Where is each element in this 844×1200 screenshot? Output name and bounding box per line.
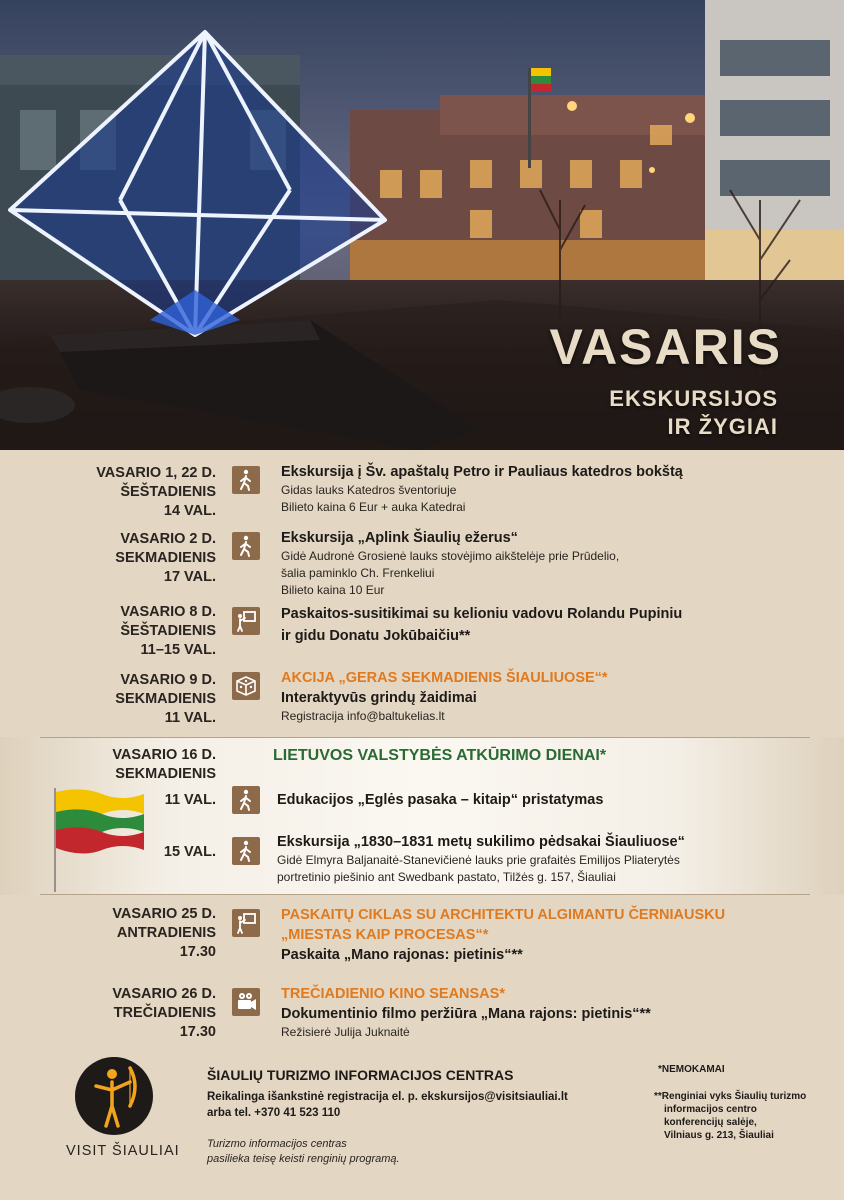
event-detail: šalia paminklo Ch. Frenkeliui	[281, 566, 435, 580]
walking-person-icon	[232, 532, 260, 560]
event-highlight: TREČIADIENIO KINO SEANSAS*	[281, 986, 505, 1002]
event-detail: Gidė Audronė Grosienė lauks stovėjimo aikštelėje prie Prūdelio,	[281, 549, 620, 563]
event-detail: Režisierė Julija Juknaitė	[281, 1025, 410, 1039]
event-title: Interaktyvūs grindų žaidimai	[281, 690, 477, 706]
hero-photo	[0, 0, 844, 450]
hero-subtitle-line2: IR ŽYGIAI	[667, 414, 778, 439]
presenter-icon	[232, 607, 260, 635]
event-date: VASARIO 2 D. SEKMADIENIS 17 VAL.	[115, 531, 216, 585]
event-title: Dokumentinio filmo peržiūra „Mana rajons: pietinis“**	[281, 1006, 651, 1022]
event-date: VASARIO 1, 22 D. ŠEŠTADIENIS 14 VAL.	[96, 465, 216, 519]
event-body	[281, 984, 821, 1041]
special-item-body	[277, 832, 817, 886]
special-item-title: Ekskursija „1830–1831 metų sukilimo pėdsakai Šiauliuose“	[277, 834, 685, 850]
event-highlight-line1: PASKAITŲ CIKLAS SU ARCHITEKTU ALGIMANTU ČERNIAUSKU	[281, 907, 726, 923]
film-camera-icon	[232, 988, 260, 1016]
walking-person-icon	[232, 786, 260, 814]
event-detail: Bilieto kaina 10 Eur	[281, 583, 385, 597]
event-highlight: AKCIJA „GERAS SEKMADIENIS ŠIAULIUOSE“*	[281, 670, 608, 686]
hero-subtitle-line1: EKSKURSIJOS	[609, 386, 778, 411]
event-body	[281, 668, 821, 725]
event-detail: Registracija info@baltukelias.lt	[281, 709, 445, 723]
special-heading: LIETUVOS VALSTYBĖS ATKŪRIMO DIENAI*	[273, 747, 607, 764]
special-item-time: 15 VAL.	[163, 844, 216, 860]
event-detail: Bilieto kaina 6 Eur + auka Katedrai	[281, 500, 466, 514]
event-title: Paskaita „Mano rajonas: pietinis“**	[281, 947, 523, 963]
event-body	[281, 603, 821, 647]
footer-venue-note: **Renginiai vyks Šiaulių turizmo informacijos centro konferencijų salėje, Vilniaus g. 213, Šiauliai	[654, 1091, 807, 1141]
visit-siauliai-logo	[74, 1056, 154, 1141]
special-item-detail: portretinio piešinio ant Swedbank pastato, Tilžės g. 157, Šiauliai	[277, 870, 616, 884]
event-body	[281, 905, 821, 965]
event-highlight-line2: „MIESTAS KAIP PROCESAS“*	[281, 927, 489, 943]
special-item-time: 11 VAL.	[164, 792, 216, 808]
divider	[40, 737, 810, 738]
logo-text: VISIT ŠIAULIAI	[66, 1143, 180, 1159]
event-date: VASARIO 25 D. ANTRADIENIS 17.30	[112, 906, 216, 960]
event-date: VASARIO 26 D. TREČIADIENIS 17.30	[112, 986, 216, 1040]
event-date: VASARIO 8 D. ŠEŠTADIENIS 11–15 VAL.	[120, 604, 216, 658]
hero-title: VASARIS	[549, 319, 782, 375]
special-date: VASARIO 16 D. SEKMADIENIS	[112, 747, 216, 782]
event-body	[281, 462, 821, 516]
event-title-line2: ir gidu Donatu Jokūbaičiu**	[281, 628, 471, 644]
divider	[40, 894, 810, 895]
footer-note: Turizmo informacijos centras	[207, 1138, 347, 1150]
presenter-icon	[232, 909, 260, 937]
event-title: Ekskursija į Šv. apaštalų Petro ir Pauliaus katedros bokštą	[281, 464, 683, 480]
event-date: VASARIO 9 D. SEKMADIENIS 11 VAL.	[115, 672, 216, 726]
footer-phone: arba tel. +370 41 523 110	[207, 1107, 341, 1119]
dice-icon	[232, 672, 260, 700]
night-street-illustration	[0, 0, 844, 450]
footer-registration: Reikalinga išankstinė registracija el. p. ekskursijos@visitsiauliai.lt	[207, 1091, 568, 1103]
event-body	[281, 528, 821, 599]
special-item-detail: Gidė Elmyra Baljanaitė-Stanevičienė lauks prie grafaitės Emilijos Pliaterytės	[277, 853, 680, 867]
walking-person-icon	[232, 837, 260, 865]
footer-note: pasilieka teisę keisti renginių programą.	[207, 1153, 400, 1165]
footer-free-note: *NEMOKAMAI	[658, 1064, 725, 1075]
event-detail: Gidas lauks Katedros šventoriuje	[281, 483, 457, 497]
walking-person-icon	[232, 466, 260, 494]
footer-org-title: ŠIAULIŲ TURIZMO INFORMACIJOS CENTRAS	[207, 1067, 514, 1083]
special-item-title: Edukacijos „Eglės pasaka – kitaip“ pristatymas	[277, 792, 604, 808]
event-title-line1: Paskaitos-susitikimai su kelioniu vadovu Rolandu Pupiniu	[281, 606, 683, 622]
event-title: Ekskursija „Aplink Šiaulių ežerus“	[281, 530, 518, 546]
